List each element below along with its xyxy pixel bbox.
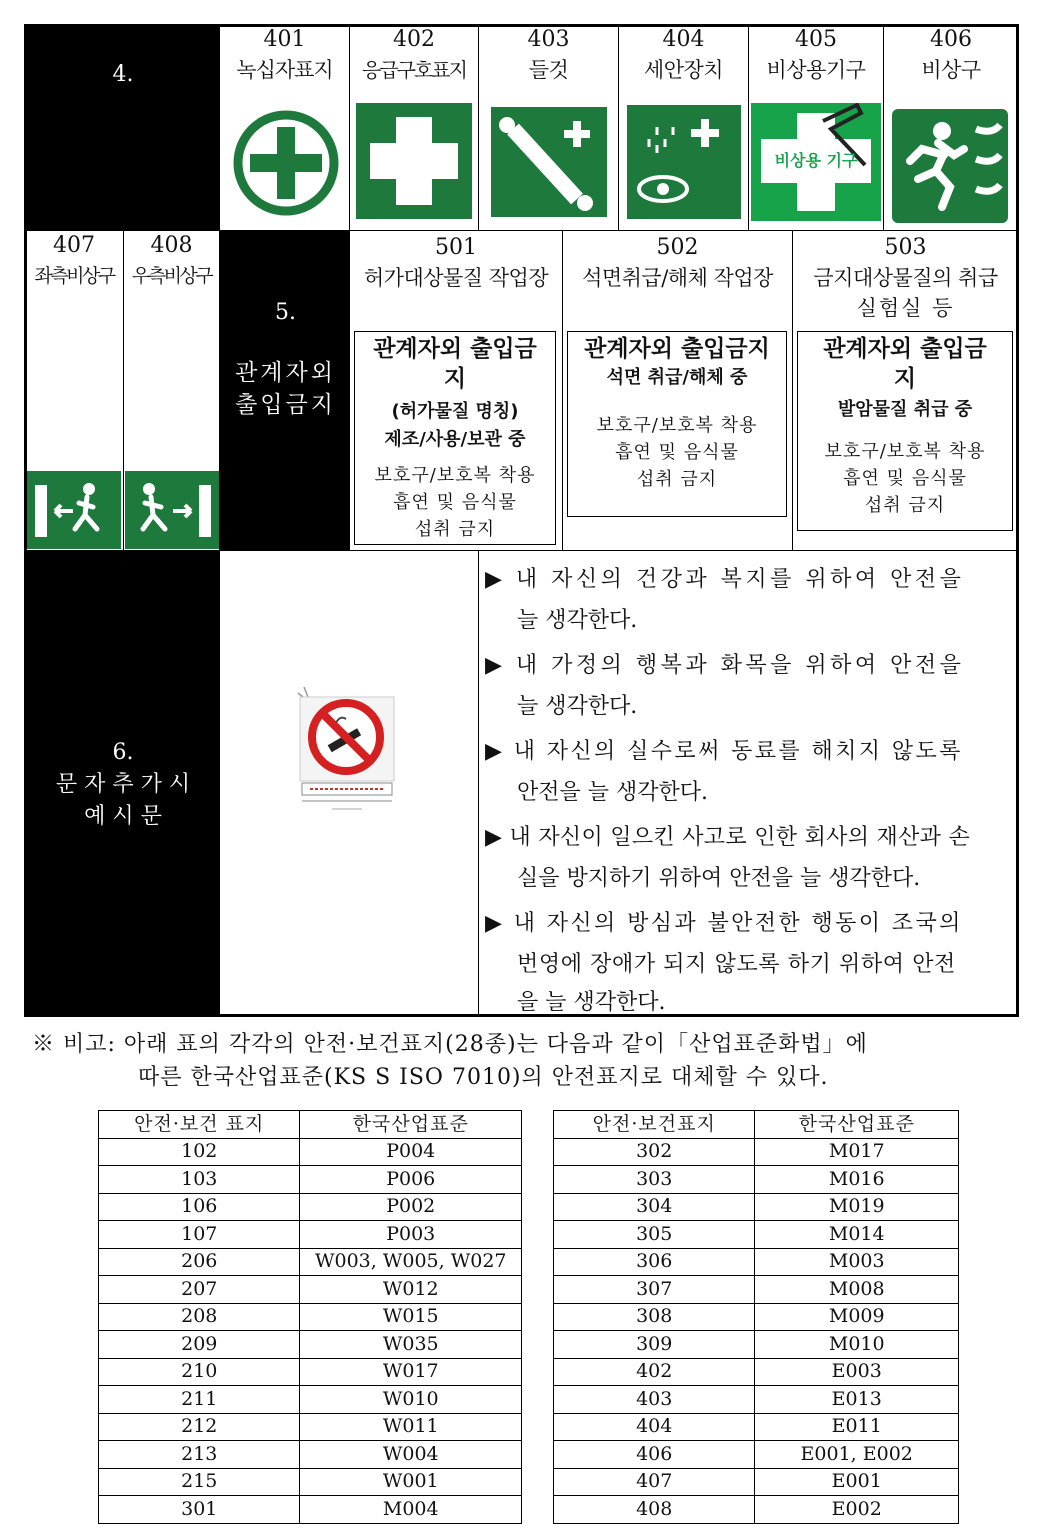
example-sentence: ▶ 내 자신의 실수로써 동료를 해치지 않도록 안전을 늘 생각한다.	[485, 739, 963, 805]
sign-code: 403	[527, 27, 570, 52]
table-row	[99, 1221, 522, 1249]
box-subtitle-cont: 제조/사용/보관 중	[384, 429, 526, 450]
box-text: 보호구/보호복 착용	[596, 415, 758, 436]
sign-number-cell: 215	[99, 1468, 300, 1496]
box-subtitle: 발암물질 취급 중	[837, 399, 973, 420]
sign-number-cell: 213	[99, 1441, 300, 1469]
sign-number-cell: 206	[99, 1248, 300, 1276]
sign-code: 502	[656, 235, 699, 260]
stretcher-icon	[491, 107, 607, 217]
ks-code-cell: W011	[300, 1413, 522, 1441]
example-sentence: ▶ 내 가정의 행복과 화목을 위하여 안전을 늘 생각한다.	[485, 653, 965, 719]
restricted-notice-box	[354, 331, 556, 545]
box-text: 보호구/보호복 착용	[374, 465, 536, 486]
sign-number-cell: 304	[554, 1193, 755, 1221]
box-text: 보호구/보호복 착용	[824, 441, 986, 462]
ks-code-cell: W035	[300, 1331, 522, 1359]
ks-code-cell: E001, E002	[755, 1441, 959, 1469]
ks-code-cell: M010	[755, 1331, 959, 1359]
table-header-cell: 안전·보건 표지	[99, 1111, 300, 1139]
table-header-row	[554, 1111, 959, 1139]
sign-code: 402	[393, 27, 435, 52]
green-cross-icon	[232, 109, 340, 217]
restricted-notice-box	[567, 331, 787, 517]
table-row	[99, 1358, 522, 1386]
ks-code-cell: P002	[300, 1193, 522, 1221]
right-exit-icon	[125, 471, 219, 549]
ks-code-cell: M017	[755, 1138, 959, 1166]
sign-number-cell: 408	[554, 1496, 755, 1524]
sign-number-cell: 306	[554, 1248, 755, 1276]
sign-number-cell: 212	[99, 1413, 300, 1441]
table-row	[554, 1468, 959, 1496]
table-header-cell: 안전·보건표지	[554, 1111, 755, 1139]
eyewash-icon	[627, 105, 741, 219]
section6-title-line1: 문 자 추 가 시	[55, 772, 191, 797]
ks-code-cell: M003	[755, 1248, 959, 1276]
sign-code: 501	[435, 235, 477, 260]
box-text: 섭취 금지	[636, 469, 718, 490]
sign-number-cell: 103	[99, 1166, 300, 1194]
standards-table-left	[98, 1110, 522, 1524]
sign-code: 404	[662, 27, 705, 52]
table-row	[554, 1276, 959, 1304]
table-header-row	[99, 1111, 522, 1139]
table-row	[99, 1413, 522, 1441]
example-sign-cell	[219, 550, 479, 1017]
ks-code-cell: M004	[300, 1496, 522, 1524]
table-row	[554, 1331, 959, 1359]
sign-number-cell: 305	[554, 1221, 755, 1249]
example-text-cell	[478, 550, 1019, 1017]
ks-code-cell: E001	[755, 1468, 959, 1496]
box-title-cont: 지	[443, 366, 467, 392]
sign-name-cont: 실험실 등	[856, 296, 955, 320]
left-exit-icon	[27, 471, 121, 549]
example-sentence: ▶ 내 자신의 방심과 불안전한 행동이 조국의 번영에 장애가 되지 않도록 하기 위하여 안전 을 늘 생각한다.	[485, 911, 963, 1015]
emergency-equipment-sign	[751, 103, 881, 221]
table-row	[99, 1248, 522, 1276]
standards-table-right	[553, 1110, 959, 1524]
restricted-notice-box	[797, 331, 1013, 531]
section4-label: 4.	[112, 62, 134, 87]
table-row	[99, 1386, 522, 1414]
restricted-cell-501	[349, 230, 563, 551]
table-row	[99, 1303, 522, 1331]
sign-number-cell: 308	[554, 1303, 755, 1331]
table-row	[99, 1468, 522, 1496]
ks-code-cell: W012	[300, 1276, 522, 1304]
sign-name: 금지대상물질의 취급	[813, 266, 998, 290]
section6-label: 6.	[112, 740, 134, 765]
sign-number-cell: 303	[554, 1166, 755, 1194]
sign-code: 407	[53, 233, 95, 258]
sign-number-cell: 307	[554, 1276, 755, 1304]
ks-code-cell: W015	[300, 1303, 522, 1331]
table-row	[554, 1166, 959, 1194]
sign-name: 세안장치	[643, 58, 724, 82]
sign-number-cell: 208	[99, 1303, 300, 1331]
table-row	[554, 1358, 959, 1386]
ks-code-cell: W017	[300, 1358, 522, 1386]
sign-name: 들것	[528, 58, 569, 82]
sign-number-cell: 309	[554, 1331, 755, 1359]
section4-label-cell	[24, 24, 220, 231]
box-text: 섭취 금지	[414, 519, 496, 540]
example-sentence: ▶ 내 자신의 건강과 복지를 위하여 안전을 늘 생각한다.	[485, 567, 965, 633]
box-title: 관계자외 출입금지	[584, 336, 770, 362]
sign-code: 408	[150, 233, 193, 258]
sign-code: 406	[930, 27, 972, 52]
table-header-cell: 한국산업표준	[300, 1111, 522, 1139]
ks-code-cell: E013	[755, 1386, 959, 1414]
table-row	[99, 1138, 522, 1166]
table-row	[554, 1221, 959, 1249]
sign-name: 허가대상물질 작업장	[363, 266, 549, 290]
section5-title-line2: 출입금지	[235, 392, 336, 418]
sign-number-cell: 102	[99, 1138, 300, 1166]
table-row	[554, 1386, 959, 1414]
sign-name: 비상용기구	[766, 58, 866, 82]
ks-code-cell: E003	[755, 1358, 959, 1386]
sign-number-cell: 301	[99, 1496, 300, 1524]
sign-number-cell: 210	[99, 1358, 300, 1386]
table-row	[554, 1138, 959, 1166]
sign-code: 405	[795, 27, 837, 52]
sign-number-cell: 404	[554, 1413, 755, 1441]
sign-name: 비상구	[921, 58, 981, 82]
box-text: 흡연 및 음식물	[393, 492, 517, 513]
ks-code-cell: E011	[755, 1413, 959, 1441]
ks-code-cell: M014	[755, 1221, 959, 1249]
table-row	[99, 1496, 522, 1524]
sign-number-cell: 209	[99, 1331, 300, 1359]
exit-cell-407	[24, 230, 124, 551]
table-row	[99, 1276, 522, 1304]
sign-cell-401	[219, 24, 350, 231]
sign-code: 401	[263, 27, 306, 52]
table-row	[554, 1193, 959, 1221]
sign-cell-402	[349, 24, 479, 231]
box-text: 흡연 및 음식물	[843, 468, 967, 489]
sign-name: 우측비상구	[131, 265, 212, 287]
exit-cell-408	[123, 230, 220, 551]
sign-number-cell: 403	[554, 1386, 755, 1414]
emergency-exit-icon	[892, 109, 1008, 223]
note-line1: ※ 비고: 아래 표의 각각의 안전·보건표지(28종)는 다음과 같이「산업표준화법」에	[32, 1032, 868, 1057]
sign-number-cell: 211	[99, 1386, 300, 1414]
section5-label: 5.	[275, 300, 296, 325]
example-sentence: ▶ 내 자신이 일으킨 사고로 인한 회사의 재산과 손 실을 방지하기 위하여 안전을 늘 생각한다.	[485, 825, 971, 891]
table-row	[99, 1166, 522, 1194]
box-subtitle: (허가물질 명칭)	[391, 401, 519, 422]
ks-code-cell: P006	[300, 1166, 522, 1194]
box-title-cont: 지	[893, 366, 917, 392]
sign-number-cell: 207	[99, 1276, 300, 1304]
sign-cell-404	[618, 24, 749, 231]
ks-code-cell: W004	[300, 1441, 522, 1469]
section5-label-cell	[219, 230, 350, 551]
restricted-cell-503	[792, 230, 1019, 551]
sign-number-cell: 406	[554, 1441, 755, 1469]
section6-label-cell	[24, 550, 220, 1017]
box-title: 관계자외 출입금	[373, 336, 537, 362]
sign-number-cell: 402	[554, 1358, 755, 1386]
sign-cell-403	[478, 24, 619, 231]
restricted-cell-502	[562, 230, 793, 551]
sign-number-cell: 106	[99, 1193, 300, 1221]
ks-code-cell: M009	[755, 1303, 959, 1331]
ks-code-cell: E002	[755, 1496, 959, 1524]
sign-name: 녹십자표지	[236, 58, 333, 82]
sign-name: 좌측비상구	[34, 265, 114, 287]
ks-code-cell: M016	[755, 1166, 959, 1194]
first-aid-icon	[356, 103, 472, 219]
sign-cell-406	[883, 24, 1019, 231]
sign-name: 석면취급/해체 작업장	[582, 266, 773, 290]
table-row	[554, 1496, 959, 1524]
table-row	[554, 1441, 959, 1469]
ks-code-cell: M008	[755, 1276, 959, 1304]
table-row	[554, 1303, 959, 1331]
table-row	[99, 1193, 522, 1221]
sign-name: 응급구호표지	[362, 58, 466, 82]
ks-code-cell: P003	[300, 1221, 522, 1249]
box-text: 흡연 및 음식물	[615, 442, 739, 463]
sign-number-cell: 107	[99, 1221, 300, 1249]
sign-cell-405	[748, 24, 884, 231]
table-row	[99, 1331, 522, 1359]
table-row	[554, 1413, 959, 1441]
ks-code-cell: W001	[300, 1468, 522, 1496]
section6-title-line2: 예 시 문	[84, 804, 162, 829]
sign-code: 503	[884, 235, 927, 260]
sign-number-cell: 302	[554, 1138, 755, 1166]
box-text: 섭취 금지	[864, 495, 946, 516]
table-header-cell: 한국산업표준	[755, 1111, 959, 1139]
table-row	[554, 1248, 959, 1276]
ks-code-cell: W003, W005, W027	[300, 1248, 522, 1276]
ks-code-cell: W010	[300, 1386, 522, 1414]
table-row	[99, 1441, 522, 1469]
sign-number-cell: 407	[554, 1468, 755, 1496]
ks-code-cell: P004	[300, 1138, 522, 1166]
note-line2: 따른 한국산업표준(KS S ISO 7010)의 안전표지로 대체할 수 있다.	[138, 1065, 829, 1090]
section5-title-line1: 관계자외	[235, 360, 336, 386]
example-sentences	[485, 559, 1015, 1021]
box-subtitle: 석면 취급/해체 중	[606, 367, 748, 388]
box-title: 관계자외 출입금	[823, 336, 987, 362]
emergency-equipment-sign-text: 비상용 기구	[774, 151, 858, 170]
no-smoking-icon	[292, 683, 404, 813]
ks-code-cell: M019	[755, 1193, 959, 1221]
